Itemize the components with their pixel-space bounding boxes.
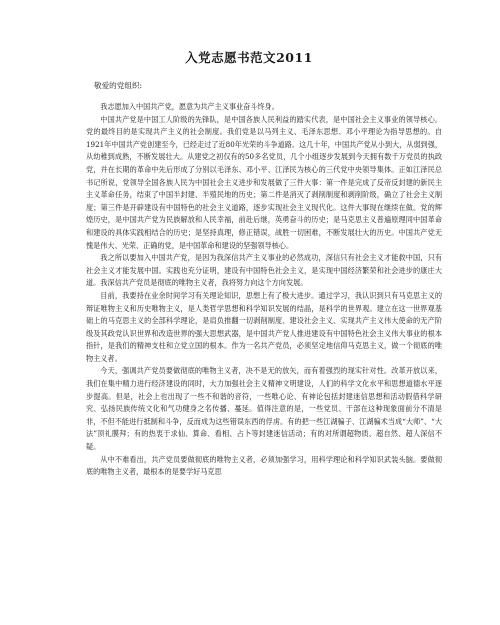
paragraph-1: 我志愿加入中国共产党，愿意为共产主义事业奋斗终身。 [100,102,279,111]
paragraph-4: 目前，我要持在业余时间学习有关理论知识，思想上有了极大进步。通过学习，我认识到只有马克思主义的辩证唯物主义和历史唯物主义，是人类哲学思想和科学知识发展的结晶，是科学的世界观。建立在这一世界观基础上的马克思主义的全部科学理论，是肩负推翻一切剥削制度、建设社会主义、实现共产主义伟大使命的无产阶级及其政党认识世界和改造世界的强大思想武器，是中国共产党人推进建设有中国特色社会主义伟大事业的根本指针，是我们的精神支柱和立党立国的根本。作为一名共产党员，必须坚定地信仰马克思主义，做一个彻底的唯物主义者。 [86,290,442,363]
paragraph-6: 从中不难看出，共产党员要做彻底的唯物主义者，必须加强学习，用科学理论和科学知识武装头脑。要做彻底的唯物主义者，最根本的是要学好马克思 [86,454,442,477]
salutation: 敬爱的党组织: [94,81,143,90]
document-title: 入党志愿书范文2011 [185,50,313,65]
paragraph-5: 今天，强调共产党员要做彻底的唯物主义者，决不是无的放矢，而有着强烈的现实针对性。改革开放以来，我们在集中精力进行经济建设的同时，大力加强社会主义精神文明建设，人们的科学文化水平和思想道德水平逐步提高。但是，社会上也出现了一些不和谐的音符，一些唯心论、有神论包括封建迷信思想和活动假借科学研究、弘扬民族传统文化和气功健身之名传播、蔓延。值得注意的是，一些党员、干部在这种现象面前分不清是非，不但不能进行抵制和斗争，反而成为这些错误东西的俘虏。有的把一些江湖骗子、江湖骗术当成“大师”、“大法”顶礼膜拜；有的热衷于求仙、算命、看相、占卜等封建迷信活动；有的对所谓超物质、超自然、超人深信不疑。 [86,366,442,452]
paragraph-2: 中国共产党是中国工人阶级的先锋队，是中国各族人民利益的踏实代表，是中国社会主义事业的领导核心。党的最终目的是实现共产主义的社会制度。我们党是以马列主义、毛泽东思想、邓小平理论为指导思想的。自1921年中国共产党创建至今，已经走过了近80年光荣的斗争道路。这几十年，中国共产党从小到大，从弱到强，从幼稚到成熟，不断发展壮大。从建党之初仅有的50多名党员，几个小组逐步发展到今天拥有数千万党员的执政党，并在长期的革命中先后形成了分别以毛泽东、邓小平、江泽民为核心的三代党中央领导集体。正如江泽民总书记所说，党领导全国各族人民为中国社会主义进步和发展做了三件大事：第一件是完成了反帝反封建的新民主主义革命任务，结束了中国半封建、半殖民地的历史；第二件是消灭了剥削制度和剥削阶级，确立了社会主义制度；第三件是开辟建设有中国特色的社会主义道路，逐步实现社会主义现代化。这件大事现在继续在做。党的辉煌历史，是中国共产党为民族解放和人民幸福，前赴后继，英勇奋斗的历史；是马克思主义普遍原理同中国革命和建设的具体实践相结合的历史；是坚持真理，修正错误，战胜一切困难，不断发展壮大的历史。中国共产党无愧是伟大、光荣、正确的党，是中国革命和建设的坚强领导核心。 [86,114,442,250]
paragraph-3: 我之所以要加入中国共产党，是因为我深信共产主义事业的必然成功，深信只有社会主义才能救中国，只有社会主义才能发展中国。实践也充分证明，建设有中国特色社会主义，是实现中国经济繁荣和社会进步的康庄大道。我深信共产党员是彻底的唯物主义者，我将努力向这个方向发展。 [86,253,442,288]
